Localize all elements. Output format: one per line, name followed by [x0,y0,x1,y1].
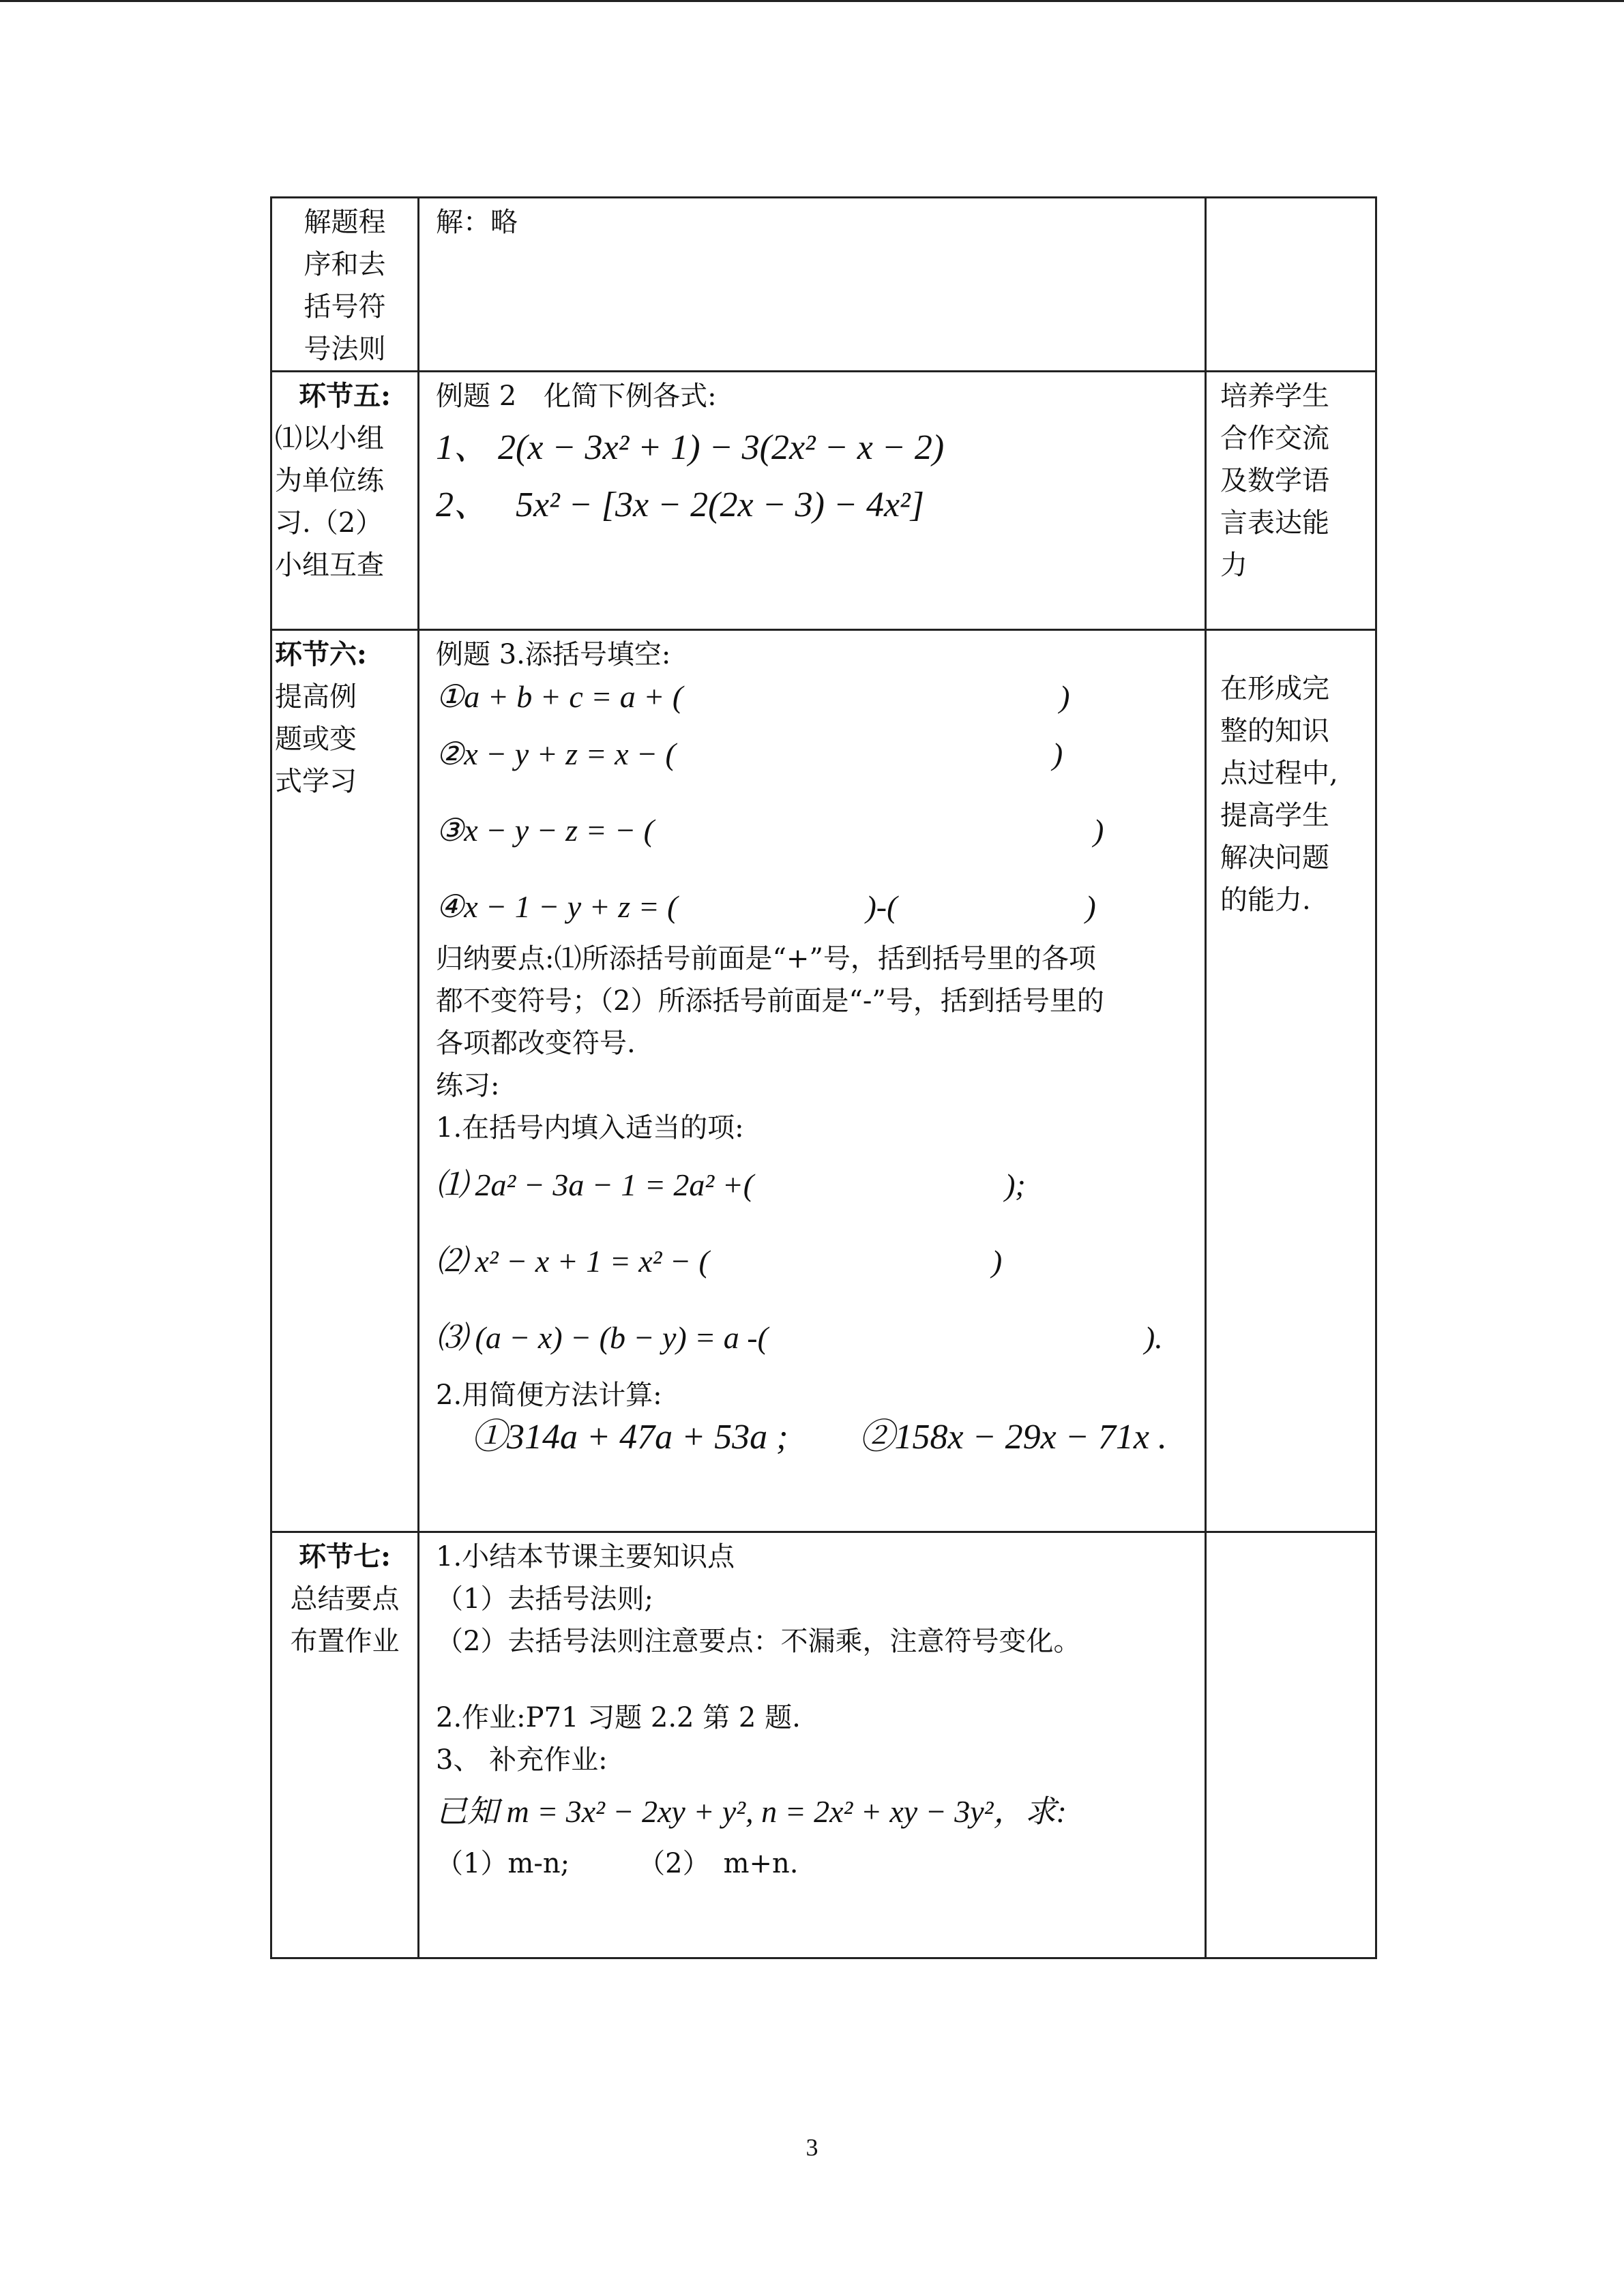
fill-item: ③x − y − z = − ( ) [436,813,1104,848]
practice-question: 2.用简便方法计算: [436,1380,662,1411]
summary-line: 各项都改变符号. [436,1028,636,1059]
goal-cell [1206,630,1376,1532]
goal-line: 言表达能 [1220,507,1329,539]
stage-cell [271,1532,419,1958]
stage-line: 题或变 [275,724,357,755]
stage-title: 环节五: [299,380,391,412]
summary-line: 归纳要点:⑴所添括号前面是“+”号，括到括号里的各项 [436,943,1096,974]
table-row [271,1532,1376,1958]
goal-line: 合作交流 [1220,423,1329,454]
goal-line: 培养学生 [1220,381,1329,412]
practice-item: ⑶ (a − x) − (b − y) = a -( ). [436,1320,1163,1355]
stage-cell [271,630,419,1532]
page-number: 3 [806,2134,818,2161]
stage-title: 环节六: [275,638,367,670]
table-row [271,630,1376,1532]
goal-line: 在形成完 [1220,673,1329,704]
lesson-plan-table [270,196,1377,1959]
goal-line: 整的知识 [1220,715,1329,747]
summary-item: （1）去括号法则; [436,1583,653,1615]
goal-line: 的能力. [1220,884,1311,916]
goal-line: 及数学语 [1220,465,1329,496]
fill-item: ④x − 1 − y + z = ( )-( ) [436,889,1096,924]
stage-cell [271,372,419,630]
fill-item: ②x − y + z = x − ( ) [436,736,1063,771]
stage-line: 式学习 [275,766,357,797]
stage-line: 号法则 [304,333,386,365]
content-cell [419,198,1206,372]
stage-line: 解题程 [304,207,386,238]
stage-line: 为单位练 [275,465,384,496]
extra-homework-given: 已知 m = 3x² − 2xy + y², n = 2x² + xy − 3y²，求: [436,1794,1067,1829]
goal-line: 提高学生 [1220,800,1329,831]
practice-calc-items: ①314a + 47a + 53a ; ②158x − 29x − 71x . [436,1418,1167,1457]
goal-cell [1206,198,1376,372]
content-cell [419,372,1206,630]
stage-line: 括号符 [304,291,386,323]
goal-line: 解决问题 [1220,842,1329,874]
example-title: 例题 3.添括号填空: [436,639,671,670]
practice-question: 1.在括号内填入适当的项: [436,1112,744,1144]
fill-item: ①a + b + c = a + ( ) [436,679,1070,714]
stage-line: 布置作业 [290,1626,400,1657]
solution-text: 解：略 [436,207,518,238]
content-cell [419,1532,1206,1958]
extra-homework-tasks: （1）m-n; （2） m+n. [436,1848,799,1879]
top-border-line [0,0,1624,2]
table-row [271,198,1376,372]
extra-homework-title: 3、 补充作业: [436,1744,608,1776]
summary-line: 都不变符号；（2）所添括号前面是“-”号，括到括号里的 [436,985,1104,1017]
practice-item: ⑵ x² − x + 1 = x² − ( ) [436,1244,1003,1279]
expression-2: 2、 5x² − [3x − 2(2x − 3) − 4x²] [436,486,924,524]
stage-line: ⑴以小组 [275,423,384,454]
goal-line: 力 [1220,550,1247,581]
summary-title: 1.小结本节课主要知识点 [436,1541,735,1572]
example-title: 例题 2 化简下例各式: [436,381,717,412]
stage-line: 习.（2） [275,507,383,539]
stage-line: 提高例 [275,681,357,713]
goal-cell [1206,372,1376,630]
stage-line: 小组互查 [275,550,384,581]
stage-line: 序和去 [304,249,386,280]
content-cell [419,630,1206,1532]
practice-item: ⑴ 2a² − 3a − 1 = 2a² +( ); [436,1167,1026,1202]
goal-line: 点过程中, [1220,758,1338,789]
homework-text: 2.作业:P71 习题 2.2 第 2 题. [436,1702,801,1733]
goal-cell [1206,1532,1376,1958]
table-row [271,372,1376,630]
practice-title: 练习: [436,1070,500,1101]
stage-line: 总结要点 [290,1583,400,1615]
stage-title: 环节七: [299,1540,391,1572]
summary-item: （2）去括号法则注意要点：不漏乘，注意符号变化。 [436,1626,1081,1657]
expression-1: 1、 2(x − 3x² + 1) − 3(2x² − x − 2) [436,428,945,467]
stage-cell [271,198,419,372]
